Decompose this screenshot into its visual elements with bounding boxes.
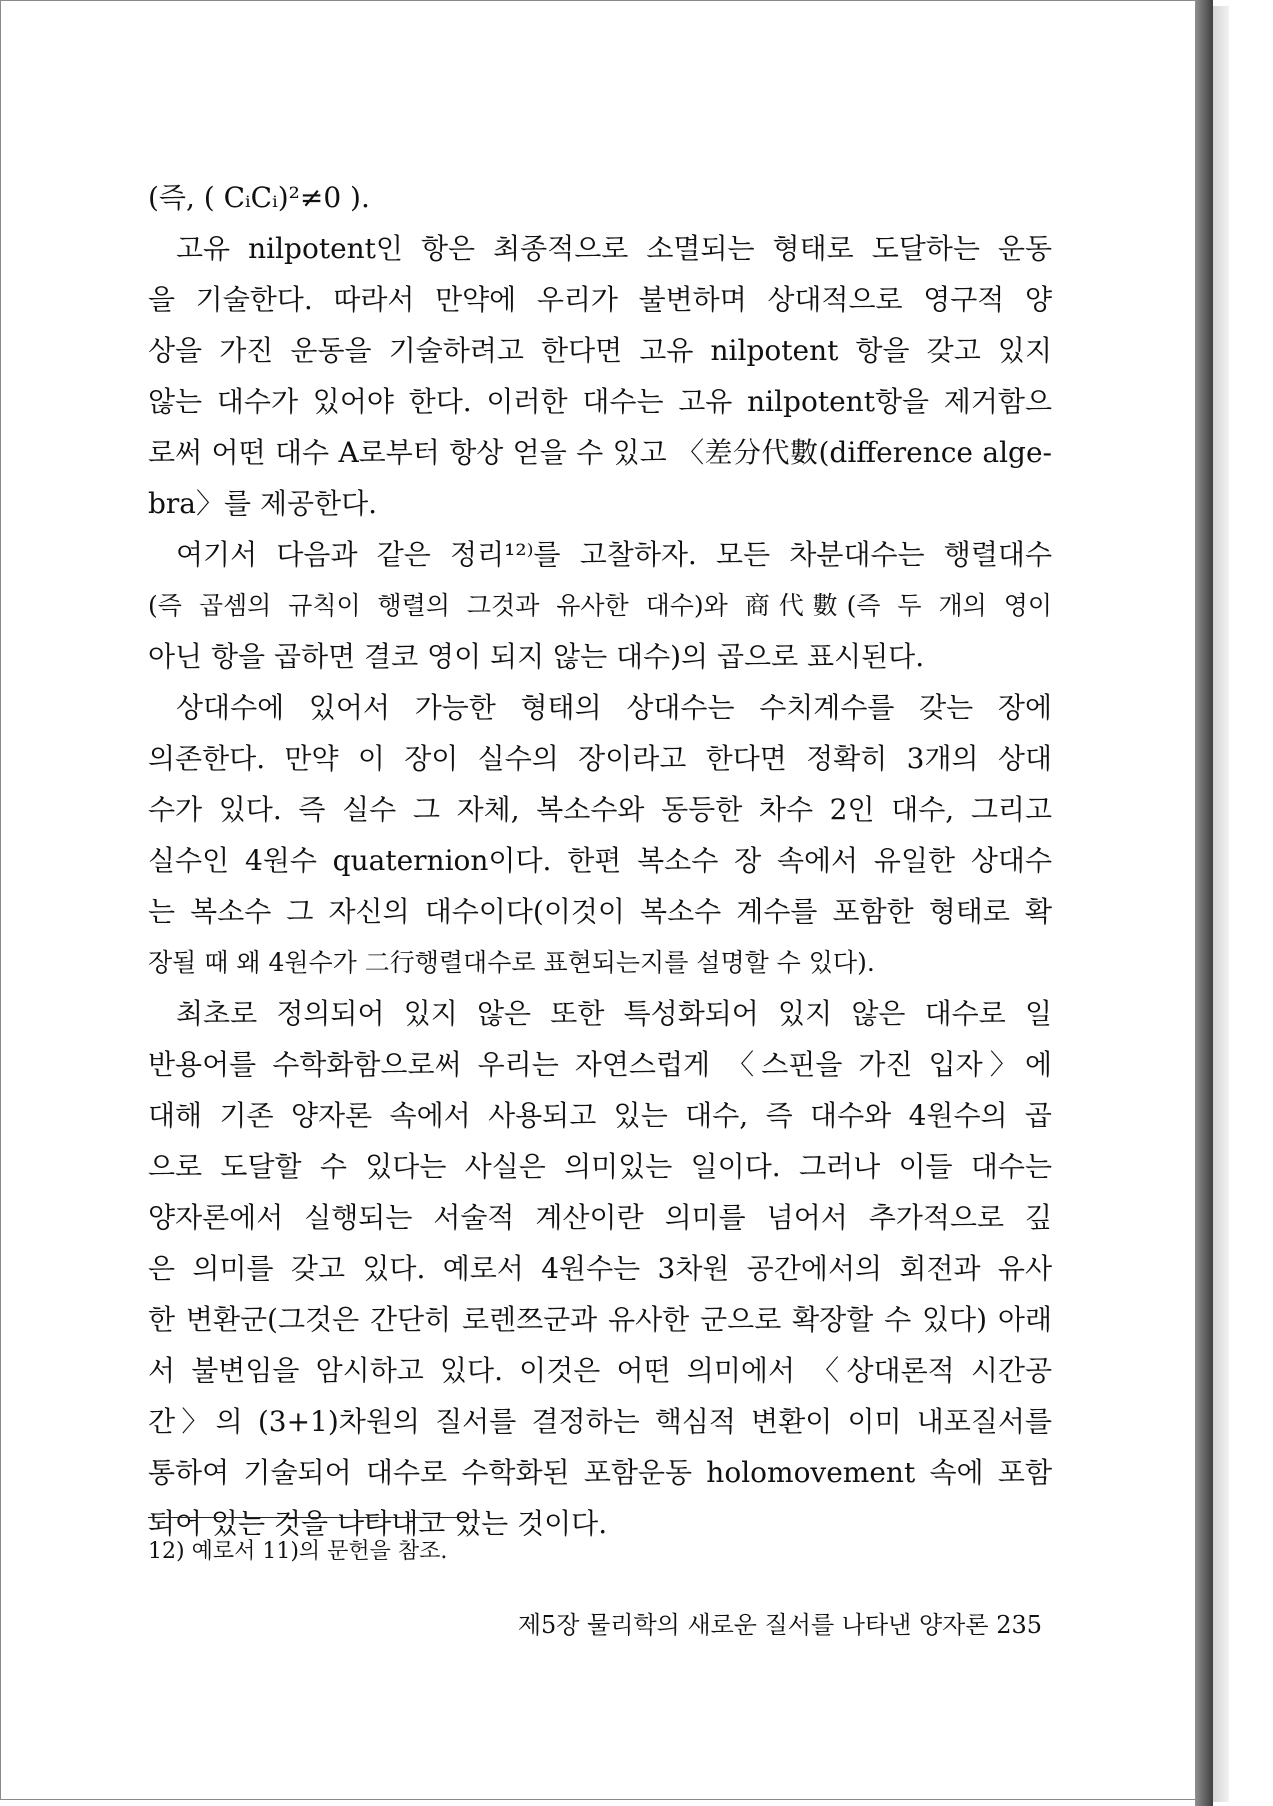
text-line: 여기서 다음과 같은 정리¹²⁾를 고찰하자. 모든 차분대수는 행렬대수 <box>176 538 1052 571</box>
text-line: 으로 도달할 수 있다는 사실은 의미있는 일이다. 그러나 이들 대수는 <box>148 1150 1052 1183</box>
text-line: 상을 가진 운동을 기술하려고 한다면 고유 nilpotent 항을 갖고 있지 <box>148 334 1052 367</box>
text-line: 실수인 4원수 quaternion이다. 한편 복소수 장 속에서 유일한 상대수 <box>148 844 1052 877</box>
footnote-separator <box>148 1517 480 1518</box>
paragraph <box>148 223 1052 529</box>
paragraph <box>148 529 1052 682</box>
text-line: 는 복소수 그 자신의 대수이다(이것이 복소수 계수를 포함한 형태로 확 <box>148 895 1052 928</box>
text-line: 통하여 기술되어 대수로 수학화된 포함운동 holomovement 속에 포함 <box>148 1456 1052 1489</box>
paragraph <box>148 682 1052 988</box>
text-line: 최초로 정의되어 있지 않은 또한 특성화되어 있지 않은 대수로 일 <box>176 997 1052 1030</box>
text-line: 서 불변임을 암시하고 있다. 이것은 어떤 의미에서 〈상대론적 시간공 <box>148 1354 1052 1387</box>
page-edge-highlight <box>1213 6 1229 1802</box>
text-line: (즉, ( CᵢCᵢ)²≠0 ). <box>148 181 370 214</box>
text-line: 양자론에서 실행되는 서술적 계산이란 의미를 넘어서 추가적으로 깊 <box>148 1201 1052 1234</box>
text-line: 장될 때 왜 4원수가 二行행렬대수로 표현되는지를 설명할 수 있다). <box>148 948 875 977</box>
text-line: 되어 있는 것을 나타내고 있는 것이다. <box>148 1507 608 1540</box>
body-text <box>148 172 1052 1549</box>
page-number: 235 <box>996 1611 1042 1639</box>
text-line: 대해 기존 양자론 속에서 사용되고 있는 대수, 즉 대수와 4원수의 곱 <box>148 1099 1052 1132</box>
chapter-title: 제5장 물리학의 새로운 질서를 나타낸 양자론 <box>517 1611 989 1639</box>
paragraph <box>148 172 1052 223</box>
text-line: 로써 어떤 대수 A로부터 항상 얻을 수 있고 〈差分代數(difference alge- <box>148 436 1052 469</box>
text-line: 상대수에 있어서 가능한 형태의 상대수는 수치계수를 갖는 장에 <box>176 691 1052 724</box>
text-line: 않는 대수가 있어야 한다. 이러한 대수는 고유 nilpotent항을 제거함으 <box>148 385 1052 418</box>
text-line: 은 의미를 갖고 있다. 예로서 4원수는 3차원 공간에서의 회전과 유사 <box>148 1252 1052 1285</box>
text-line: 한 변환군(그것은 간단히 로렌쯔군과 유사한 군으로 확장할 수 있다) 아래 <box>148 1303 1052 1336</box>
page-edge-shadow <box>1195 0 1213 1806</box>
text-line: bra〉를 제공한다. <box>148 487 378 520</box>
running-footer <box>452 1605 1042 1645</box>
text-line: 을 기술한다. 따라서 만약에 우리가 불변하며 상대적으로 영구적 양 <box>148 283 1052 316</box>
footnote: 12) 예로서 11)의 문헌을 참조. <box>148 1539 448 1564</box>
text-line: 의존한다. 만약 이 장이 실수의 장이라고 한다면 정확히 3개의 상대 <box>148 742 1052 775</box>
text-line: 수가 있다. 즉 실수 그 자체, 복소수와 동등한 차수 2인 대수, 그리고 <box>148 793 1052 826</box>
text-line: (즉 곱셈의 규칙이 행렬의 그것과 유사한 대수)와 商代數(즉 두 개의 영이 <box>148 591 1052 620</box>
text-line: 간〉의 (3+1)차원의 질서를 결정하는 핵심적 변환이 이미 내포질서를 <box>148 1405 1052 1438</box>
text-line: 아닌 항을 곱하면 결코 영이 되지 않는 대수)의 곱으로 표시된다. <box>148 640 925 673</box>
text-line: 반용어를 수학화함으로써 우리는 자연스럽게 〈스핀을 가진 입자〉에 <box>148 1048 1052 1081</box>
paragraph <box>148 988 1052 1549</box>
text-line: 고유 nilpotent인 항은 최종적으로 소멸되는 형태로 도달하는 운동 <box>176 232 1052 265</box>
